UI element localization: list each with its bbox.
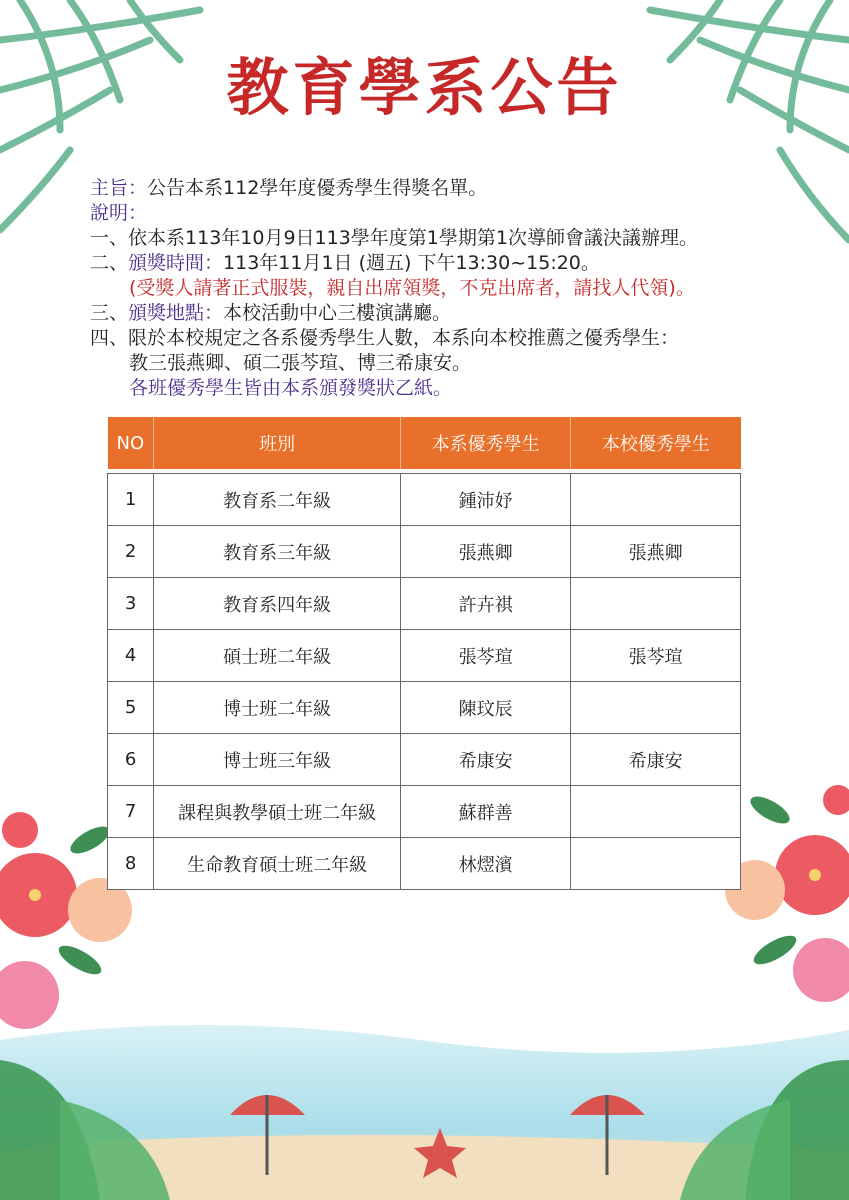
table-row — [108, 526, 741, 578]
row-no: 3 — [108, 578, 154, 630]
subject-line — [90, 176, 487, 201]
header-class: 班別 — [154, 417, 401, 469]
explanation-line — [90, 201, 147, 226]
table-row — [108, 682, 741, 734]
award-time-text: 113年11月1日 (週五) 下午13:30~15:20。 — [223, 252, 600, 274]
item-two-num: 二、 — [90, 252, 129, 274]
row-dept-student: 陳玟辰 — [401, 682, 571, 734]
row-dept-student: 希康安 — [401, 734, 571, 786]
row-class: 博士班二年級 — [154, 682, 401, 734]
row-school-student — [571, 578, 741, 630]
certificate-note: 各班優秀學生皆由本系頒發獎狀乙紙。 — [129, 377, 453, 399]
row-dept-student: 許卉祺 — [401, 578, 571, 630]
row-school-student — [571, 838, 741, 890]
row-class: 課程與教學碩士班二年級 — [154, 786, 401, 838]
award-place-text: 本校活動中心三樓演講廳。 — [223, 302, 452, 324]
row-class: 生命教育碩士班二年級 — [154, 838, 401, 890]
row-no: 4 — [108, 630, 154, 682]
subject-text: 公告本系112學年度優秀學生得獎名單。 — [147, 177, 488, 199]
recommended-students: 教三張燕卿、碩二張芩瑄、博三希康安。 — [129, 352, 472, 374]
table-row — [108, 786, 741, 838]
row-class: 教育系四年級 — [154, 578, 401, 630]
table-row — [108, 734, 741, 786]
row-no: 7 — [108, 786, 154, 838]
header-dept-student: 本系優秀學生 — [401, 417, 571, 469]
award-place-label: 頒獎地點： — [128, 302, 224, 324]
item-one — [90, 226, 698, 251]
row-school-student: 希康安 — [571, 734, 741, 786]
table-row — [108, 838, 741, 890]
row-no: 2 — [108, 526, 154, 578]
awards-table — [107, 417, 741, 890]
header-no: NO — [108, 417, 154, 469]
item-one-num: 一、 — [90, 227, 129, 249]
table-row — [108, 474, 741, 526]
item-three-num: 三、 — [90, 302, 129, 324]
item-four-num: 四、 — [90, 327, 129, 349]
row-dept-student: 張芩瑄 — [401, 630, 571, 682]
header-school-student: 本校優秀學生 — [571, 417, 741, 469]
subject-label: 主旨： — [90, 177, 148, 199]
item-three — [90, 301, 451, 326]
table-header-row — [108, 417, 741, 469]
table-row — [108, 630, 741, 682]
row-school-student: 張燕卿 — [571, 526, 741, 578]
item-two — [90, 251, 600, 276]
row-class: 碩士班二年級 — [154, 630, 401, 682]
item-four-text: 限於本校規定之各系優秀學生人數，本系向本校推薦之優秀學生： — [128, 327, 680, 349]
award-time-label: 頒獎時間： — [128, 252, 224, 274]
row-no: 1 — [108, 474, 154, 526]
row-no: 8 — [108, 838, 154, 890]
item-four — [90, 326, 679, 351]
row-school-student — [571, 682, 741, 734]
dress-code-note: (受獎人請著正式服裝，親自出席領獎，不克出席者，請找人代領)。 — [129, 277, 695, 299]
explanation-label: 說明： — [90, 202, 148, 224]
row-dept-student: 鍾沛妤 — [401, 474, 571, 526]
row-class: 博士班三年級 — [154, 734, 401, 786]
row-dept-student: 張燕卿 — [401, 526, 571, 578]
row-no: 5 — [108, 682, 154, 734]
row-dept-student: 林熤濱 — [401, 838, 571, 890]
item-one-text: 依本系113年10月9日113學年度第1學期第1次導師會議決議辦理。 — [128, 227, 698, 249]
row-school-student — [571, 474, 741, 526]
row-school-student — [571, 786, 741, 838]
row-dept-student: 蘇群善 — [401, 786, 571, 838]
table-row — [108, 578, 741, 630]
row-no: 6 — [108, 734, 154, 786]
row-class: 教育系三年級 — [154, 526, 401, 578]
page-title: 教育學系公告 — [226, 51, 623, 124]
row-class: 教育系二年級 — [154, 474, 401, 526]
row-school-student: 張芩瑄 — [571, 630, 741, 682]
